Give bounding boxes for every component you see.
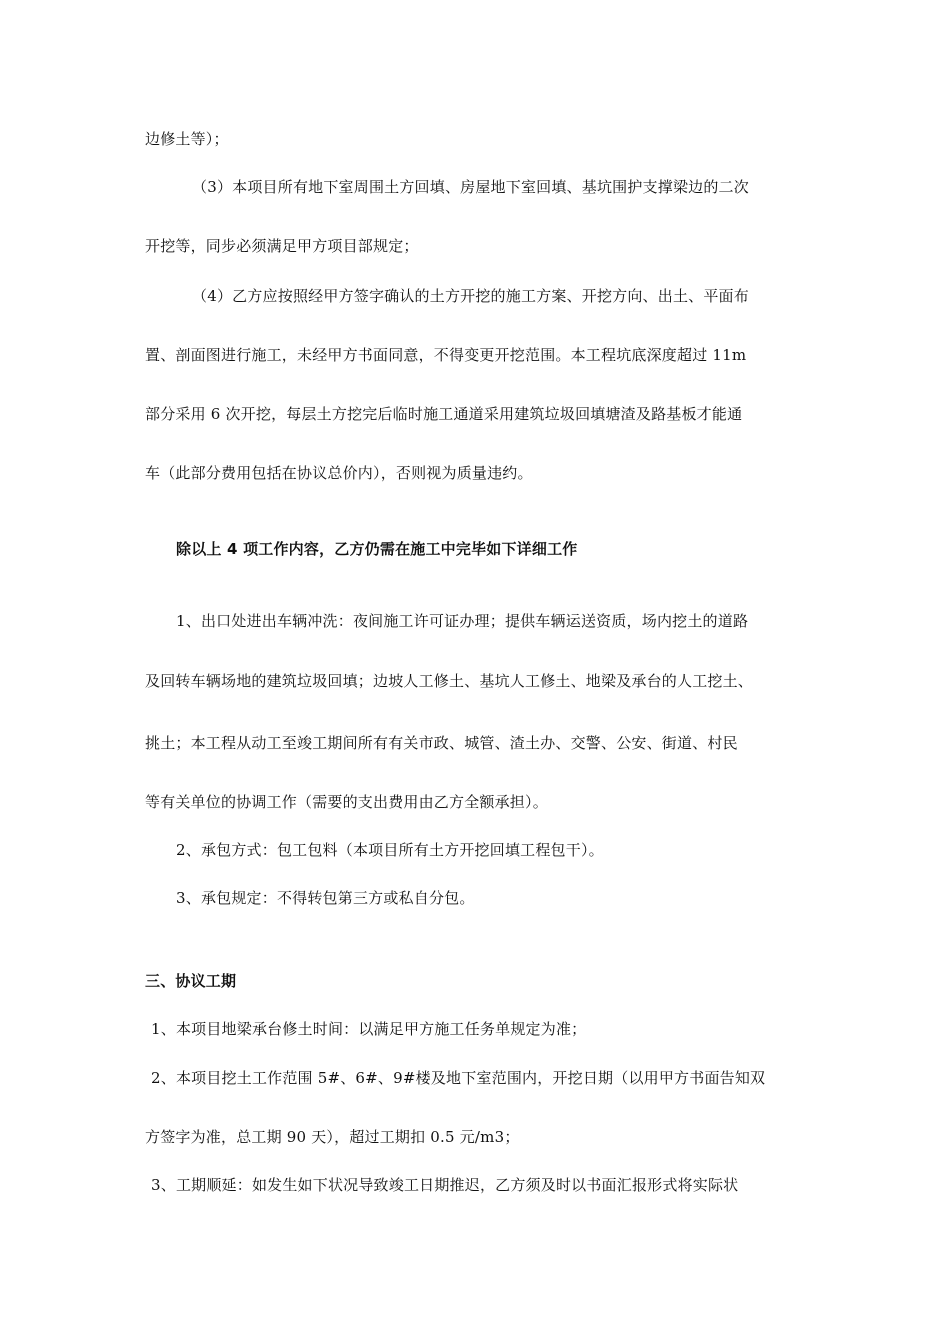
text-line: （4）乙方应按照经甲方签字确认的土方开挖的施工方案、开挖方向、出土、平面布: [192, 287, 749, 305]
text-line: 1、本项目地梁承台修土时间：以满足甲方施工任务单规定为准；: [151, 1020, 587, 1038]
text-line: （3）本项目所有地下室周围土方回填、房屋地下室回填、基坑围护支撑梁边的二次: [192, 178, 749, 196]
text-line: 挑土；本工程从动工至竣工期间所有有关市政、城管、渣土办、交警、公安、街道、村民: [145, 734, 738, 752]
text-line: 1、出口处进出车辆冲洗：夜间施工许可证办理；提供车辆运送资质，场内挖土的道路: [176, 612, 749, 630]
section-heading: 除以上 4 项工作内容，乙方仍需在施工中完毕如下详细工作: [176, 540, 578, 558]
text-line: 开挖等，同步必须满足甲方项目部规定；: [145, 237, 419, 255]
text-line: 3、工期顺延：如发生如下状况导致竣工日期推迟，乙方须及时以书面汇报形式将实际状: [151, 1176, 739, 1194]
text-line: 置、剖面图进行施工，未经甲方书面同意，不得变更开挖范围。本工程坑底深度超过 11m: [145, 346, 747, 364]
text-line: 等有关单位的协调工作（需要的支出费用由乙方全额承担）。: [145, 793, 548, 811]
text-line: 边修土等）；: [145, 130, 229, 148]
text-line: 车（此部分费用包括在协议总价内），否则视为质量违约。: [145, 464, 533, 482]
text-line: 部分采用 6 次开挖，每层土方挖完后临时施工通道采用建筑垃圾回填塘渣及路基板才能通: [145, 405, 743, 423]
section-heading: 三、协议工期: [145, 972, 237, 990]
text-line: 及回转车辆场地的建筑垃圾回填；边坡人工修土、基坑人工修土、地梁及承台的人工挖土、: [145, 672, 754, 690]
text-line: 方签字为准，总工期 90 天），超过工期扣 0.5 元/m3；: [145, 1128, 520, 1146]
text-line: 2、承包方式：包工包料（本项目所有土方开挖回填工程包干）。: [176, 841, 604, 859]
text-line: 2、本项目挖土工作范围 5#、6#、9#楼及地下室范围内，开挖日期（以用甲方书面告知双: [151, 1069, 766, 1087]
text-line: 3、承包规定：不得转包第三方或私自分包。: [176, 889, 475, 907]
